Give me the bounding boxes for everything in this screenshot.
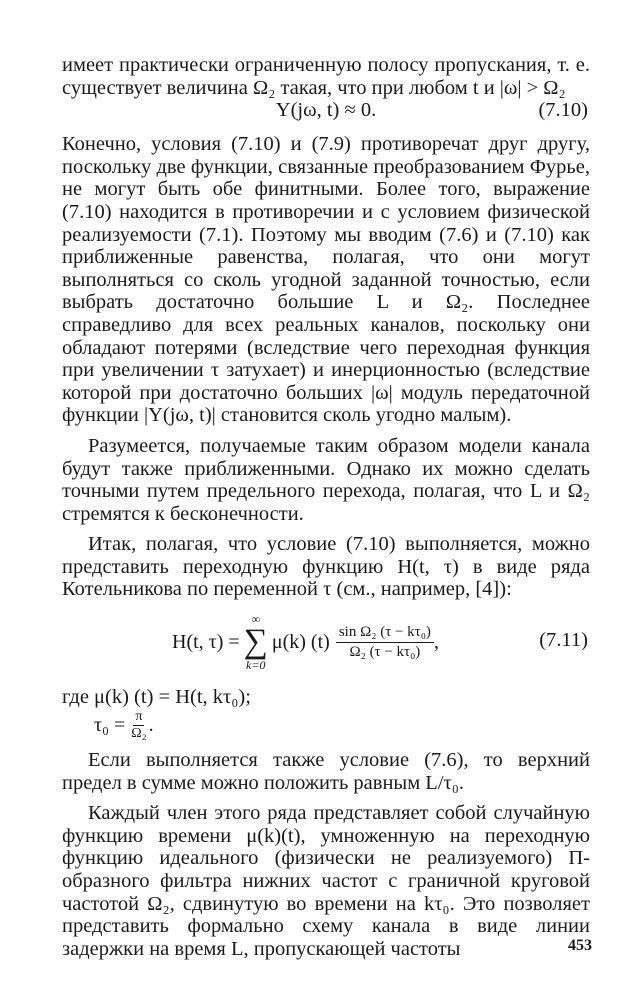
equation-7-10 <box>62 99 590 127</box>
equation-7-10-number: (7.10) <box>538 99 588 122</box>
where-line-1: где μ(k) (t) = H(t, kτ₀); <box>62 686 251 709</box>
equation-7-11 <box>62 603 590 681</box>
page-number: 453 <box>568 937 592 954</box>
page-content <box>62 54 590 960</box>
paragraph-5: Если выполняется также условие (7.6), то верхний предел в сумме можно положить равным L/τ₀. <box>62 749 590 794</box>
equation-7-11-term: μ(k) (t) <box>271 630 330 653</box>
tau0-end: . <box>148 713 154 736</box>
paragraph-1: имеет практически ограниченную полосу пропускания, т. е. существует величина Ω₂ такая, что при любом t и |ω| > Ω₂ <box>62 54 590 99</box>
tau0-numerator: π <box>135 708 143 724</box>
summation-lower: k=0 <box>246 658 266 673</box>
fraction-numerator: sin Ω₂ (τ − kτ₀) <box>336 624 434 643</box>
equation-7-11-lhs: H(t, τ) = <box>172 630 240 653</box>
summation <box>244 613 268 671</box>
paragraph-3: Разумеется, получаемые таким образом модели канала будут также приближенными. Однако их можно сделать точными путем предельного перехода, полагая, что L и Ω₂ стремятся к бесконечности. <box>62 434 590 525</box>
tau0-denominator: Ω₂ <box>131 725 147 741</box>
paragraph-4: Итак, полагая, что условие (7.10) выполняется, можно представить переходную функцию H(t, τ) в виде ряда Котельникова по переменной τ (см., например, [4]): <box>62 533 590 601</box>
equation-7-11-fraction <box>336 624 434 661</box>
fraction-denominator: Ω₂ (τ − kτ₀) <box>349 643 421 660</box>
tau0-fraction <box>129 709 148 742</box>
equation-7-10-body: Y(jω, t) ≈ 0. <box>275 99 377 122</box>
equation-7-11-number: (7.11) <box>539 629 588 652</box>
tau0-lhs: τ₀ = <box>94 713 126 736</box>
paragraph-2: Конечно, условия (7.10) и (7.9) противоречат друг другу, поскольку две функции, связанные преобразованием Фурье, не могут быть обе финитными. Более того, выражение (7.10) находится в противоречии и с условием физической реализуемости (7.1). Поэтому мы вводим (7.6) и (7.10) как приближенные равенства, полагая, что они могут выполняться со сколь угодной заданной точностью, если выбрать достаточно большие L и Ω₂. Последнее справедливо для всех реальных каналов, поскольку они обладают потерями (вследствие чего переходная функция при увеличении τ затухает) и инерционностью (вследствие которой при достаточно больших |ω| модуль передаточной функции |Y(jω, t)| становится сколь угодно малым). <box>62 133 590 427</box>
paragraph-6: Каждый член этого ряда представляет собой случайную функцию времени μ(k)(t), умноженную на переходную функцию идеального (физически не реализуемого) П-образного фильтра нижних частот с граничной круговой частотой Ω₂, сдвинутую во времени на kτ₀. Это позволяет представить формально схему канала в виде линии задержки на время L, пропускающей частоты <box>62 802 590 960</box>
equation-7-11-comma: , <box>433 630 439 653</box>
summation-upper: ∞ <box>251 612 261 627</box>
equation-7-11-body <box>172 603 439 681</box>
summation-symbol: ∑ <box>243 623 268 661</box>
where-line-2 <box>94 709 590 741</box>
